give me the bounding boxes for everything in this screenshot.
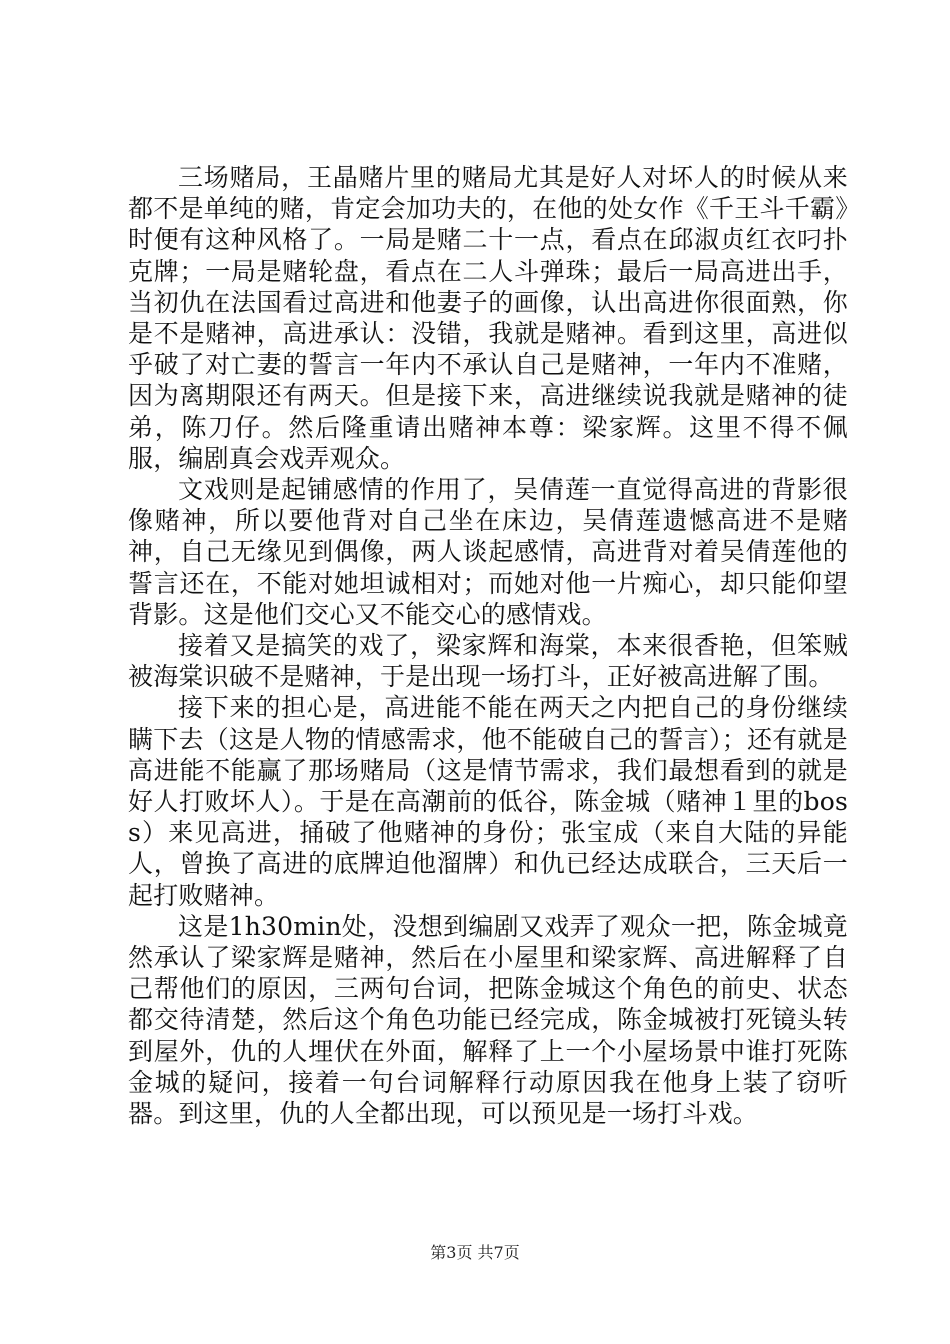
paragraph: 接着又是搞笑的戏了，梁家辉和海棠，本来很香艳，但笨贼被海棠识破不是赌神，于是出现一场打斗，正好被高进解了围。 <box>128 631 848 692</box>
paragraph: 文戏则是起铺感情的作用了，吴倩莲一直觉得高进的背影很像赌神，所以要他背对自己坐在床边，吴倩莲遗憾高进不是赌神，自己无缘见到偶像，两人谈起感情，高进背对着吴倩莲他的誓言还在，不能对她坦诚相对；而她对他一片痴心，却只能仰望背影。这是他们交心又不能交心的感情戏。 <box>128 475 848 629</box>
paragraph: 接下来的担心是，高进能不能在两天之内把自己的身份继续瞒下去（这是人物的情感需求，他不能破自己的誓言）；还有就是高进能不能赢了那场赌局（这是情节需求，我们最想看到的就是好人打败坏人）。于是在高潮前的低谷，陈金城（赌神１里的boss）来见高进，捅破了他赌神的身份；张宝成（来自大陆的异能人，曾换了高进的底牌迫他溜牌）和仇已经达成联合，三天后一起打败赌神。 <box>128 693 848 910</box>
paragraph: 这是1h30min处，没想到编剧又戏弄了观众一把，陈金城竟然承认了梁家辉是赌神，然后在小屋里和梁家辉、高进解释了自己帮他们的原因，三两句台词，把陈金城这个角色的前史、状态都交待清楚，然后这个角色功能已经完成，陈金城被打死镜头转到屋外，仇的人埋伏在外面，解释了上一个小屋场景中谁打死陈金城的疑问，接着一句台词解释行动原因我在他身上装了窃听器。到这里，仇的人全都出现，可以预见是一场打斗戏。 <box>128 911 848 1129</box>
page-number-footer: 第3页 共7页 <box>430 1243 520 1262</box>
paragraph: 三场赌局，王晶赌片里的赌局尤其是好人对坏人的时候从来都不是单纯的赌，肯定会加功夫的，在他的处女作《千王斗千霸》时便有这种风格了。一局是赌二十一点，看点在邱淑贞红衣叼扑克牌；一局是赌轮盘，看点在二人斗弹珠；最后一局高进出手，当初仇在法国看过高进和他妻子的画像，认出高进你很面熟，你是不是赌神，高进承认：没错，我就是赌神。看到这里，高进似乎破了对亡妻的誓言一年内不承认自己是赌神，一年内不准赌，因为离期限还有两天。但是接下来，高进继续说我就是赌神的徒弟，陈刀仔。然后隆重请出赌神本尊：梁家辉。这里不得不佩服，编剧真会戏弄观众。 <box>128 163 848 473</box>
document-body <box>128 162 848 1129</box>
